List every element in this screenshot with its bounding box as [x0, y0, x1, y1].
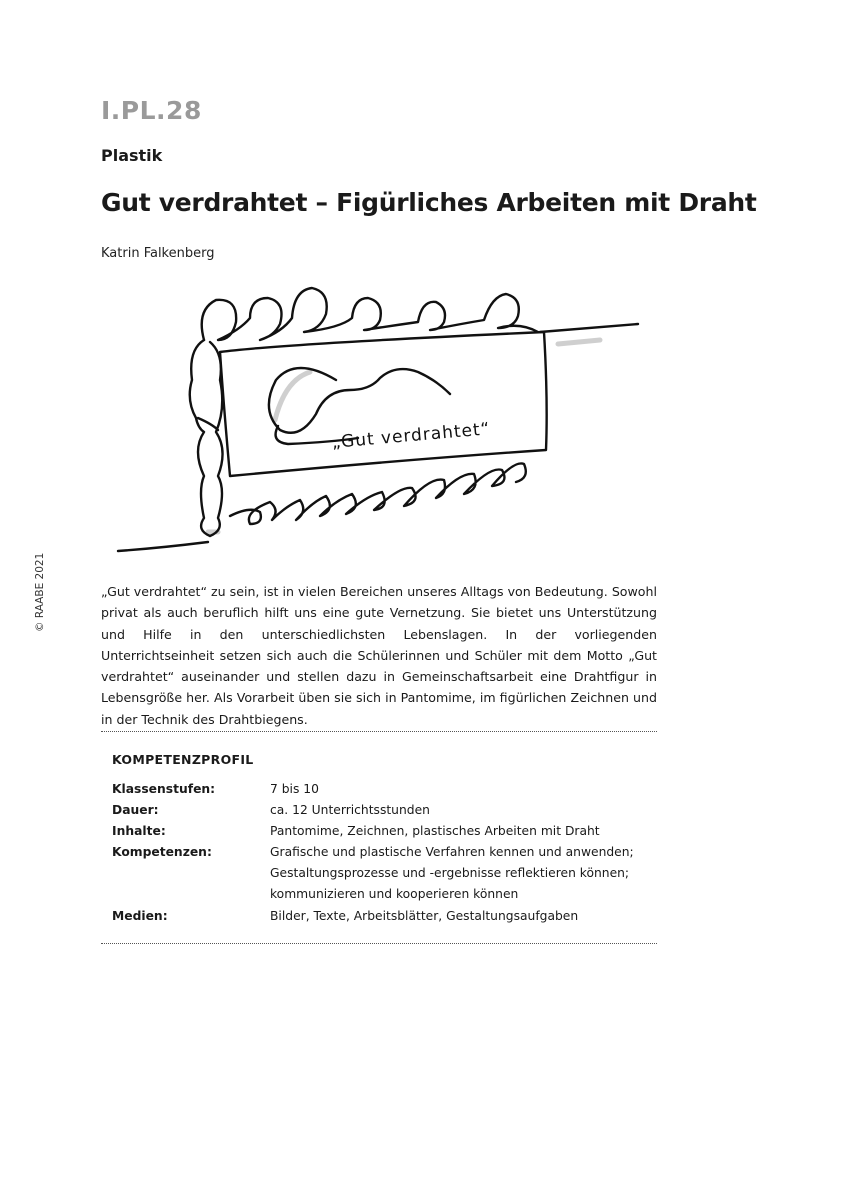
wire-line [118, 288, 638, 551]
profile-value-line: Grafische und plastische Verfahren kennen und anwenden; [270, 845, 634, 860]
page-title: Gut verdrahtet – Figürliches Arbeiten mit Draht [101, 188, 757, 217]
profile-value [270, 842, 652, 905]
intro-paragraph: „Gut verdrahtet“ zu sein, ist in vielen Bereichen unseres Alltags von Bedeutung. Sowohl privat als auch beruflich hilft uns eine gute Vernetzung. Sie bietet uns Unterstützung und Hilfe in den unterschiedlichsten Lebenslagen. In der vorliegenden Unterrichtseinheit setzen sich auch die Schülerinnen und Schüler mit dem Motto „Gut verdrahtet“ auseinander und stellen dazu in Gemeinschaftsarbeit eine Drahtfigur in Lebensgröße her. Als Vorarbeit üben sie sich in Pantomime, im figürlichen Zeichnen und in der Technik des Drahtbiegens. [101, 584, 657, 727]
unit-code: I.PL.28 [101, 96, 202, 125]
profile-value [270, 821, 652, 842]
profile-value [270, 779, 652, 800]
profile-label: Kompetenzen: [112, 845, 212, 860]
profile-row-contents [112, 821, 652, 842]
profile-row-duration [112, 800, 652, 821]
profile-row-competences [112, 842, 652, 905]
divider-bottom [101, 943, 657, 944]
category-label: Plastik [101, 146, 163, 165]
copyright-notice: © RAABE 2021 [34, 552, 46, 632]
profile-label: Klassenstufen: [112, 782, 216, 796]
profile-label: Inhalte: [112, 824, 166, 839]
profile-label: Dauer: [112, 803, 159, 818]
wire-banner-illustration [100, 280, 645, 555]
profile-row-media [112, 906, 652, 927]
profile-label: Medien: [112, 908, 168, 923]
profile-value-line: Gestaltungsprozesse und -ergebnisse reflektieren können; [270, 866, 630, 881]
profile-value-line: Pantomime, Zeichnen, plastisches Arbeiten mit Draht [270, 824, 600, 839]
profile-value-line: Bilder, Texte, Arbeitsblätter, Gestaltungsaufgaben [270, 908, 579, 923]
profile-value-line: kommunizieren und kooperieren können [270, 887, 519, 902]
banner-text: „Gut verdrahtet“ [331, 419, 492, 453]
competence-profile-table [112, 779, 652, 927]
divider-top [101, 731, 657, 732]
competence-profile-heading: KOMPETENZPROFIL [112, 752, 254, 767]
profile-value [270, 906, 652, 927]
profile-value [270, 800, 652, 821]
profile-value-line: ca. 12 Unterrichtsstunden [270, 803, 430, 818]
profile-row-grades [112, 779, 652, 800]
profile-value-line: 7 bis 10 [270, 782, 319, 796]
author-name: Katrin Falkenberg [101, 246, 215, 261]
